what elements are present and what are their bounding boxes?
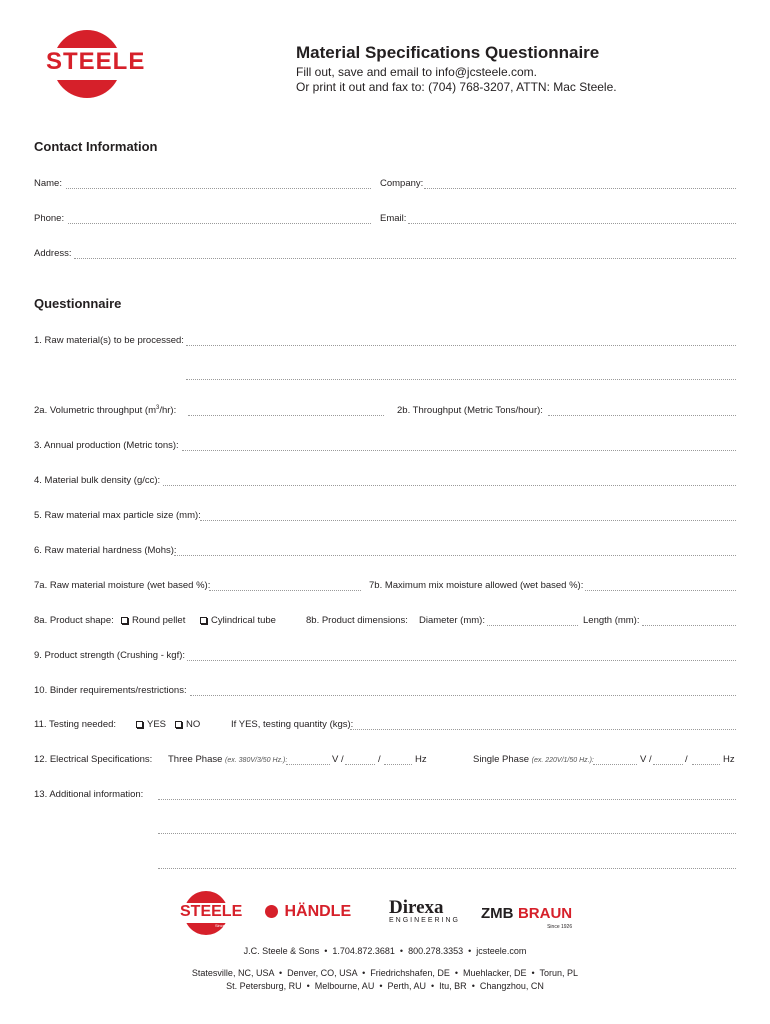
q9-label: 9. Product strength (Crushing - kgf): <box>34 650 186 661</box>
footer-contact-line: J.C. Steele & Sons • 1.704.872.3681 • 800.278.3353 • jcsteele.com <box>243 946 527 956</box>
q8a-cylindrical-tube-option[interactable]: Cylindrical tube <box>200 615 276 626</box>
yes-checkbox[interactable] <box>136 721 143 728</box>
q8a-round-pellet-option[interactable]: Round pellet <box>121 615 185 626</box>
q2b-field[interactable] <box>548 415 736 416</box>
q12-single-volts-field[interactable] <box>593 764 637 765</box>
cylindrical-tube-checkbox[interactable] <box>200 617 207 624</box>
q12-single-hz-field[interactable] <box>692 764 720 765</box>
contact-heading: Contact Information <box>34 139 158 154</box>
q12-single-phase-field[interactable] <box>653 764 683 765</box>
q11-no-option[interactable]: NO <box>175 719 200 730</box>
q1-field-2[interactable] <box>186 379 736 380</box>
handle-h-icon <box>265 905 278 918</box>
q4-label: 4. Material bulk density (g/cc): <box>34 475 161 486</box>
q13-label: 13. Additional information: <box>34 789 144 800</box>
footer-steele-logo <box>178 890 253 936</box>
q7a-label: 7a. Raw material moisture (wet based %): <box>34 580 211 591</box>
name-label: Name: <box>34 178 62 189</box>
footer-direxa-logo: Direxa ENGINEERING <box>389 897 461 924</box>
company-field[interactable] <box>424 188 736 189</box>
q12-single-phase-label: Single Phase (ex. 220V/1/50 Hz.): <box>473 754 594 765</box>
address-field[interactable] <box>74 258 736 259</box>
q12-three-v-label: V / <box>332 754 344 765</box>
page-title: Material Specifications Questionnaire <box>296 43 600 62</box>
q13-field[interactable] <box>158 799 736 800</box>
q13-field-2[interactable] <box>158 833 736 834</box>
instructions-line-1: Fill out, save and email to info@jcsteele.com. <box>296 65 537 79</box>
q12-single-hz-label: Hz <box>723 754 735 765</box>
q11-label: 11. Testing needed: <box>34 719 117 730</box>
round-pellet-checkbox[interactable] <box>121 617 128 624</box>
q7b-label: 7b. Maximum mix moisture allowed (wet based %): <box>369 580 584 591</box>
footer-handle-logo: HÄNDLE <box>265 903 351 921</box>
email-field[interactable] <box>408 223 736 224</box>
phone-field[interactable] <box>68 223 371 224</box>
q12-three-phase-field[interactable] <box>345 764 375 765</box>
q12-single-slash: / <box>685 754 688 765</box>
q8b-length-field[interactable] <box>642 625 736 626</box>
footer-steele-text: STEELE <box>180 903 243 920</box>
q12-three-hz-label: Hz <box>415 754 427 765</box>
footer-zmb-braun-logo: ZMB BRAUN Since 1926 <box>481 905 573 930</box>
address-label: Address: <box>34 248 72 259</box>
q6-label: 6. Raw material hardness (Mohs): <box>34 545 177 556</box>
q12-label: 12. Electrical Specifications: <box>34 754 153 765</box>
q6-field[interactable] <box>174 555 736 556</box>
q9-field[interactable] <box>187 660 736 661</box>
steele-logo <box>40 28 155 100</box>
q11-yes-option[interactable]: YES <box>136 719 166 730</box>
q12-three-hz-field[interactable] <box>384 764 412 765</box>
q10-label: 10. Binder requirements/restrictions: <box>34 685 187 696</box>
q12-three-volts-field[interactable] <box>286 764 330 765</box>
q12-three-phase-label: Three Phase (ex. 380V/3/50 Hz.): <box>168 754 288 765</box>
no-checkbox[interactable] <box>175 721 182 728</box>
q5-field[interactable] <box>200 520 736 521</box>
q7b-field[interactable] <box>585 590 736 591</box>
q8b-diameter-label: Diameter (mm): <box>419 615 485 626</box>
q7a-field[interactable] <box>209 590 361 591</box>
q13-field-3[interactable] <box>158 868 736 869</box>
q2a-label: 2a. Volumetric throughput $(m^3/hr)$: <box>34 405 177 417</box>
q4-field[interactable] <box>163 485 736 486</box>
q1-label: 1. Raw material(s) to be processed: <box>34 335 184 346</box>
footer-steele-since: Since 1889 <box>215 923 236 928</box>
questionnaire-heading: Questionnaire <box>34 296 122 311</box>
q11-quantity-field[interactable] <box>350 729 736 730</box>
name-field[interactable] <box>66 188 371 189</box>
q5-label: 5. Raw material max particle size (mm): <box>34 510 201 521</box>
instructions-line-2: Or print it out and fax to: (704) 768-3207, ATTN: Mac Steele. <box>296 80 617 94</box>
q12-single-v-label: V / <box>640 754 652 765</box>
steele-logo-since: Since 1889 <box>100 75 132 81</box>
q2a-field[interactable] <box>188 415 384 416</box>
footer-locations-line-1: Statesville, NC, USA • Denver, CO, USA • Friedrichshafen, DE • Muehlacker, DE • Torun, PL <box>191 968 579 978</box>
q10-field[interactable] <box>190 695 736 696</box>
phone-label: Phone: <box>34 213 65 224</box>
q12-three-slash: / <box>378 754 381 765</box>
q8b-label: 8b. Product dimensions: <box>306 615 408 626</box>
footer-locations-line-2: St. Petersburg, RU • Melbourne, AU • Perth, AU • Itu, BR • Changzhou, CN <box>226 981 544 991</box>
q2b-label: 2b. Throughput (Metric Tons/hour): <box>397 405 543 416</box>
q8a-label: 8a. Product shape: <box>34 615 114 626</box>
email-label: Email: <box>380 213 407 224</box>
q8b-diameter-field[interactable] <box>487 625 578 626</box>
q1-field[interactable] <box>186 345 736 346</box>
company-label: Company: <box>380 178 424 189</box>
steele-logo-text: STEELE <box>46 48 146 75</box>
q3-field[interactable] <box>182 450 736 451</box>
q11-quantity-label: If YES, testing quantity (kgs): <box>231 719 354 730</box>
q8b-length-label: Length (mm): <box>583 615 640 626</box>
q3-label: 3. Annual production (Metric tons): <box>34 440 179 451</box>
